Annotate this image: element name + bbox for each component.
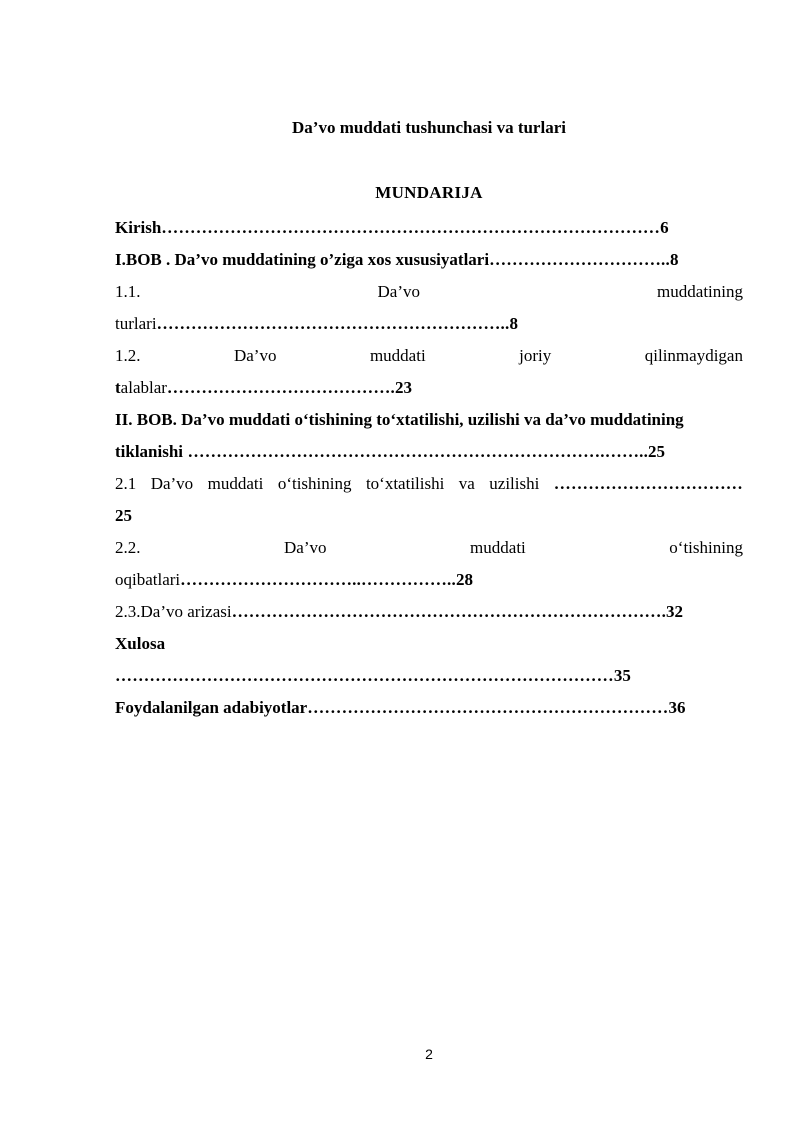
toc-word: 2.2. [115,538,141,557]
toc-word: muddati [369,346,426,365]
toc-word: muddati [470,538,526,557]
toc-word: uzilishi [489,474,540,493]
toc-label: turlari [115,314,157,333]
toc-label: II. BOB. Da’vo muddati o‘tishining to‘xtatilishi, uzilishi va da’vo muddatining [115,410,684,429]
toc-word: o‘tishining [277,474,352,493]
toc-page-number: 23 [394,378,412,397]
toc-entry-xulosa-line-2 [115,664,743,696]
toc-word: to‘xtatilishi [365,474,445,493]
table-of-contents [115,216,743,728]
toc-label: oqibatlari [115,570,181,589]
toc-leader-dots: ……………………………………………………………….…….. [183,442,649,461]
toc-label-initial: t [115,378,121,397]
toc-entry-kirish [115,216,743,248]
toc-entry-2-2-line-2 [115,568,743,600]
toc-label: alablar [120,378,167,397]
toc-word: muddatining [657,282,743,301]
toc-entry-2-3 [115,600,743,632]
toc-entry-1-1-line-2 [115,312,743,344]
toc-leader-dots: …………………………………………………………………………… [115,666,614,685]
toc-entry-1-1-line-1 [115,280,743,312]
toc-entry-2-2-line-1 [115,536,743,568]
toc-page-number: 28 [455,570,473,589]
toc-entry-xulosa-line-1 [115,632,743,664]
toc-word: muddati [207,474,264,493]
toc-entry-2-1-line-1 [115,472,743,504]
toc-label: Kirish [115,218,162,237]
toc-entry-bob-2-line-1 [115,408,743,440]
toc-word: 2.1 [115,474,137,493]
toc-entry-bob-2-line-2 [115,440,743,472]
toc-page-number: 25 [115,506,132,525]
toc-page-number: 8 [669,250,679,269]
toc-leader-dots: …………………………..…………….. [180,570,456,589]
toc-heading: MUNDARIJA [375,183,483,202]
toc-word: qilinmaydigan [644,346,743,365]
toc-leader-dots: …………………………………………………………………. [231,602,667,621]
toc-word: 1.1. [115,282,141,301]
toc-entry-1-2-line-2 [115,376,743,408]
toc-leader-dots: ……………………………………………………… [307,698,669,717]
toc-page-number: 36 [668,698,686,717]
toc-word: o‘tishining [669,538,743,557]
toc-word: va [458,474,475,493]
toc-leader-dots: …………………………………………………………………………… [161,218,661,237]
toc-label: tiklanishi [115,442,184,461]
toc-entry-2-1-line-2 [115,504,743,536]
toc-word: joriy [519,346,552,365]
toc-label: 2.3.Da’vo arizasi [115,602,232,621]
toc-leader-dots: ………………………….. [489,250,670,269]
toc-page-number: 32 [666,602,684,621]
document-title: Da’vo muddati tushunchasi va turlari [292,118,566,137]
page-number: 2 [425,1046,433,1062]
toc-entry-adabiyotlar [115,696,743,728]
toc-page-number: 25 [648,442,666,461]
toc-word: 1.2. [115,346,141,365]
toc-entry-1-2-line-1 [115,344,743,376]
toc-page-number: 35 [613,666,631,685]
toc-leader-dots: …………………………… [553,474,743,493]
toc-page-number: 6 [660,218,669,237]
toc-leader-dots: …………………………………. [166,378,395,397]
toc-entry-bob-1 [115,248,743,280]
toc-word: Da’vo [150,474,194,493]
toc-label: I.BOB . Da’vo muddatining o’ziga xos xususiyatlari [115,250,490,269]
toc-word: Da’vo [284,538,327,557]
toc-leader-dots: …………………………………………………….. [156,314,510,333]
toc-word: Da’vo [233,346,277,365]
toc-label: Foydalanilgan adabiyotlar [115,698,308,717]
toc-label: Xulosa [115,634,166,653]
toc-word: Da’vo [377,282,421,301]
toc-page-number: 8 [509,314,518,333]
